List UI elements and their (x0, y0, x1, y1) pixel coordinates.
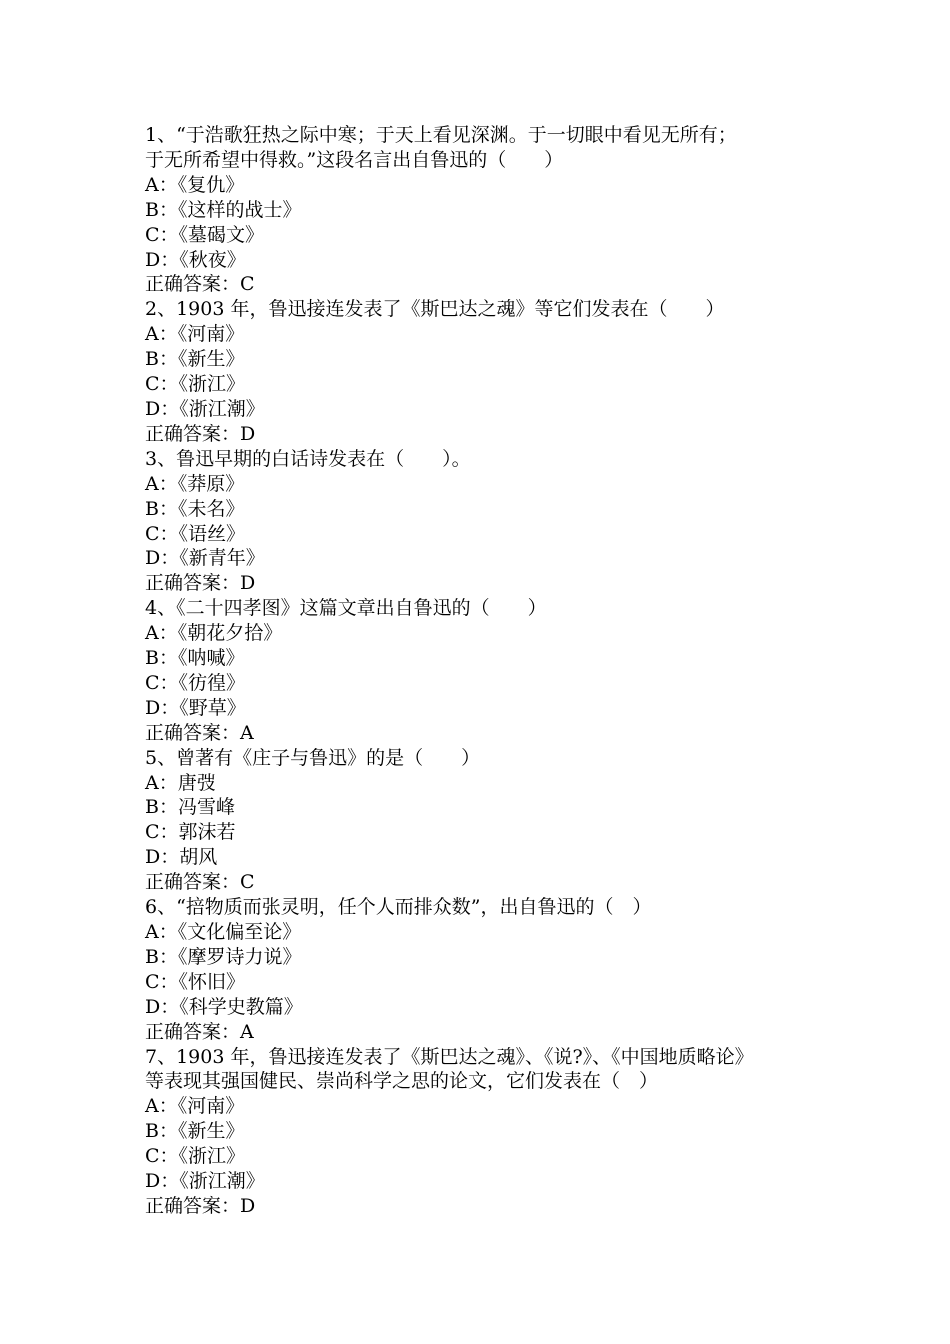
option-c: C：郭沫若 (145, 821, 236, 844)
correct-answer: 正确答案：C (145, 871, 255, 894)
question-stem: 3、鲁迅早期的白话诗发表在（ ）。 (145, 447, 471, 470)
correct-answer: 正确答案：A (145, 721, 254, 744)
option-c: C：《语丝》 (145, 522, 246, 545)
question-stem: 4、《二十四孝图》这篇文章出自鲁迅的（ ） (145, 597, 547, 620)
correct-answer: 正确答案：A (145, 1020, 254, 1043)
option-a: A：《文化偏至论》 (145, 921, 302, 943)
option-b: B：《呐喊》 (145, 647, 245, 670)
option-d: D：《浙江潮》 (145, 1170, 265, 1193)
option-a: A：唐弢 (145, 771, 216, 794)
question-stem: 等表现其强国健民、崇尚科学之思的论文，它们发表在（ ） (145, 1070, 659, 1093)
option-b: B：冯雪峰 (145, 796, 235, 819)
option-d: D：《野草》 (145, 696, 246, 719)
question-stem: 于无所希望中得救。”这段名言出自鲁迅的（ ） (145, 148, 564, 171)
option-a: A：《河南》 (145, 323, 245, 346)
question-5 (145, 746, 845, 895)
option-a: A：《河南》 (145, 1095, 245, 1118)
option-b: B：《这样的战士》 (145, 198, 302, 221)
option-d: D：《秋夜》 (145, 248, 246, 271)
question-6 (145, 895, 845, 1044)
option-c: C：《墓碣文》 (145, 223, 265, 246)
option-c: C：《怀旧》 (145, 970, 246, 993)
option-d: D：胡风 (145, 846, 218, 869)
question-stem: 1、“于浩歌狂热之际中寒；于天上看见深渊。于一切眼中看见无所有； (145, 124, 737, 146)
question-2 (145, 297, 845, 446)
correct-answer: 正确答案：D (145, 572, 256, 595)
option-b: B：《新生》 (145, 1120, 245, 1143)
question-stem: 2、1903 年，鲁迅接连发表了《斯巴达之魂》等它们发表在（ ） (145, 298, 725, 321)
option-c: C：《浙江》 (145, 1145, 246, 1168)
question-stem: 5、曾著有《庄子与鲁迅》的是（ ） (145, 746, 481, 769)
option-c: C：《彷徨》 (145, 671, 246, 694)
option-d: D：《浙江潮》 (145, 397, 265, 420)
option-c: C：《浙江》 (145, 373, 246, 396)
option-a: A：《莽原》 (145, 472, 245, 495)
option-b: B：《未名》 (145, 497, 245, 520)
option-d: D：《科学史教篇》 (145, 995, 303, 1018)
option-a: A：《朝花夕拾》 (145, 622, 283, 645)
question-4 (145, 596, 845, 745)
quiz-document (145, 123, 845, 1219)
question-stem: 7、1903 年，鲁迅接连发表了《斯巴达之魂》、《说?》、《中国地质略论》 (145, 1045, 754, 1068)
correct-answer: 正确答案：C (145, 273, 255, 296)
question-stem: 6、“掊物质而张灵明，任个人而排众数”，出自鲁迅的（ ） (145, 896, 652, 919)
correct-answer: 正确答案：D (145, 422, 256, 445)
question-7 (145, 1045, 845, 1219)
option-d: D：《新青年》 (145, 547, 265, 570)
option-b: B：《摩罗诗力说》 (145, 945, 302, 968)
option-a: A：《复仇》 (145, 173, 245, 196)
correct-answer: 正确答案：D (145, 1194, 256, 1217)
question-3 (145, 447, 845, 596)
option-b: B：《新生》 (145, 348, 245, 371)
question-1 (145, 123, 845, 297)
